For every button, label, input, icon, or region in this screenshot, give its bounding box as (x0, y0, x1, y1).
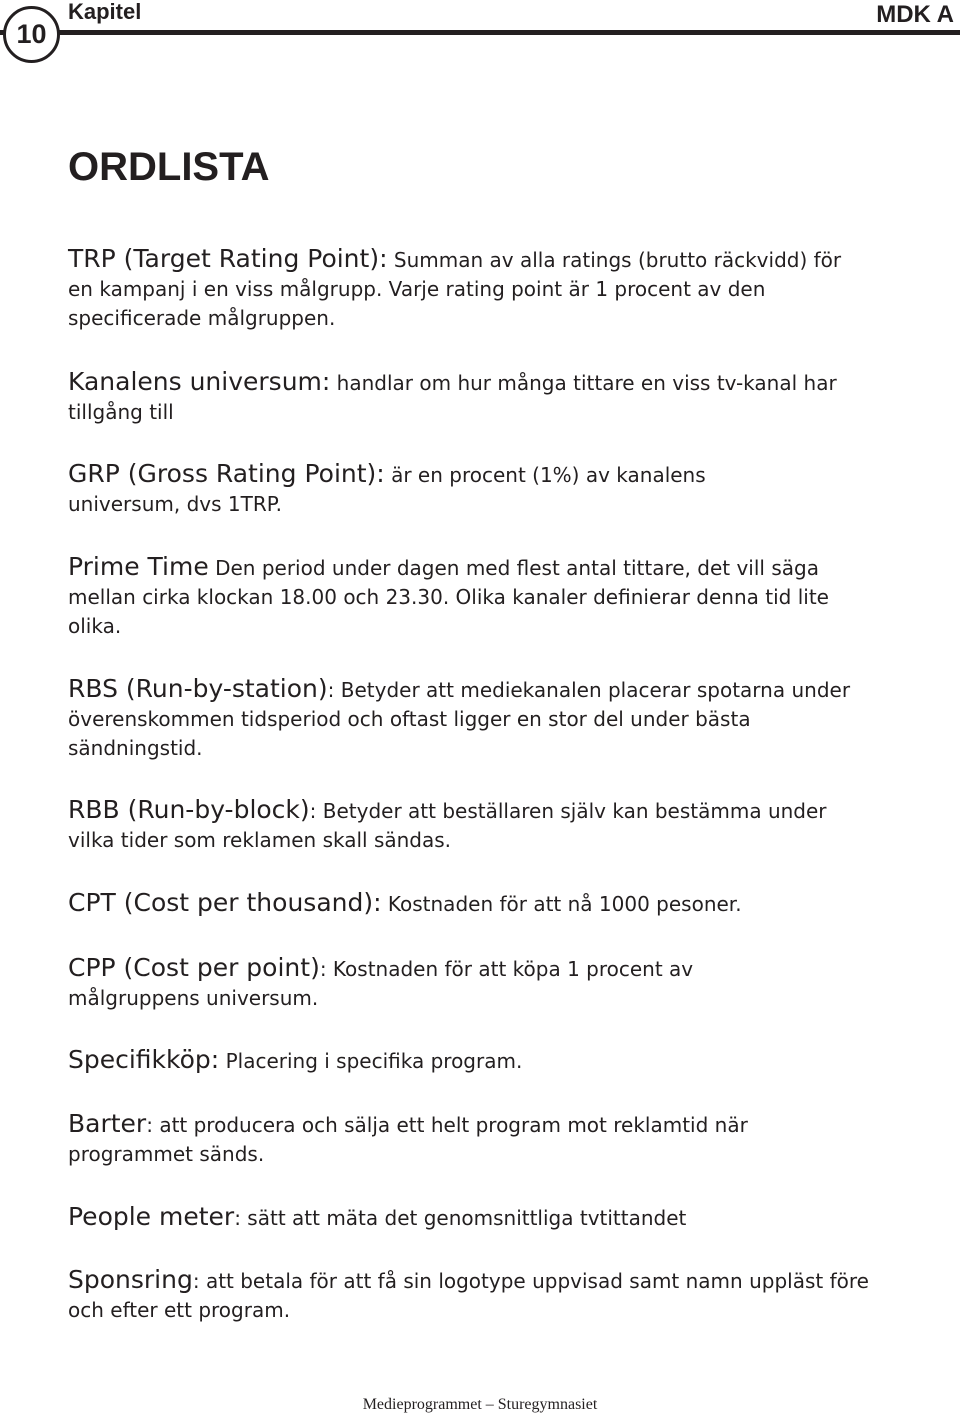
glossary-definition: : att betala för att få sin logotype uppvisad samt namn uppläst före och efter ett program. (68, 1269, 869, 1322)
page-footer: Medieprogrammet – Sturegymnasiet (362, 1396, 598, 1413)
glossary-entry-cpp (68, 953, 728, 1013)
glossary-entry-specifikkop (68, 1045, 888, 1076)
glossary-term: RBS (Run-by-station) (68, 674, 328, 703)
glossary-definition: Den period under dagen med flest antal tittare, det vill säga mellan cirka klockan 18.00 och 23.30. Olika kanaler definierar denna tid lite olika. (68, 556, 829, 638)
header-rule (0, 30, 960, 35)
glossary-term: TRP (Target Rating Point): (68, 244, 388, 273)
course-label: MDK A (876, 1, 954, 28)
chapter-number-badge: 10 (3, 6, 60, 63)
chapter-label: Kapitel (68, 0, 142, 24)
glossary-entry-prime-time (68, 552, 888, 641)
glossary-term: CPP (Cost per point) (68, 953, 320, 982)
glossary-definition: : Kostnaden för att köpa 1 procent av målgruppens universum. (68, 957, 694, 1010)
glossary-entry-trp (68, 244, 858, 333)
glossary-entry-rbs (68, 674, 868, 763)
glossary-entry-rbb (68, 795, 868, 855)
glossary-entry-barter (68, 1109, 858, 1169)
glossary-entry-kanalens-universum (68, 367, 888, 427)
glossary-entry-sponsring (68, 1265, 888, 1325)
glossary-definition: : Betyder att mediekanalen placerar spotarna under överenskommen tidsperiod och oftast ligger en stor del under bästa sändningstid. (68, 678, 851, 760)
glossary-definition: : sätt att mäta det genomsnittliga tvtittandet (234, 1206, 687, 1230)
glossary-term: People meter (68, 1202, 235, 1231)
glossary-definition: : att producera och sälja ett helt program mot reklamtid när programmet sänds. (68, 1113, 748, 1166)
glossary-term: Prime Time (68, 552, 209, 581)
glossary-entry-people-meter (68, 1202, 888, 1233)
glossary-definition: är en procent (1%) av kanalens universum, dvs 1TRP. (68, 463, 706, 516)
glossary-definition: Placering i specifika program. (219, 1049, 523, 1073)
glossary-entry-grp (68, 459, 768, 519)
page-title: ORDLISTA (68, 145, 270, 189)
glossary-definition: Kostnaden för att nå 1000 pesoner. (381, 892, 742, 916)
glossary-term: Barter (68, 1109, 147, 1138)
glossary-term: RBB (Run-by-block) (68, 795, 310, 824)
glossary-term: GRP (Gross Rating Point): (68, 459, 385, 488)
glossary-definition: handlar om hur många tittare en viss tv-kanal har tillgång till (68, 371, 837, 424)
glossary-term: Kanalens universum: (68, 367, 331, 396)
glossary-term: CPT (Cost per thousand): (68, 888, 382, 917)
glossary-term: Specifikköp: (68, 1045, 220, 1074)
glossary-definition: Summan av alla ratings (brutto räckvidd) för en kampanj i en viss målgrupp. Varje rating point är 1 procent av den specificerade målgruppen. (68, 248, 842, 330)
glossary-entry-cpt (68, 888, 888, 919)
glossary-term: Sponsring (68, 1265, 193, 1294)
glossary-definition: : Betyder att beställaren själv kan bestämma under vilka tider som reklamen skall sändas. (68, 799, 827, 852)
